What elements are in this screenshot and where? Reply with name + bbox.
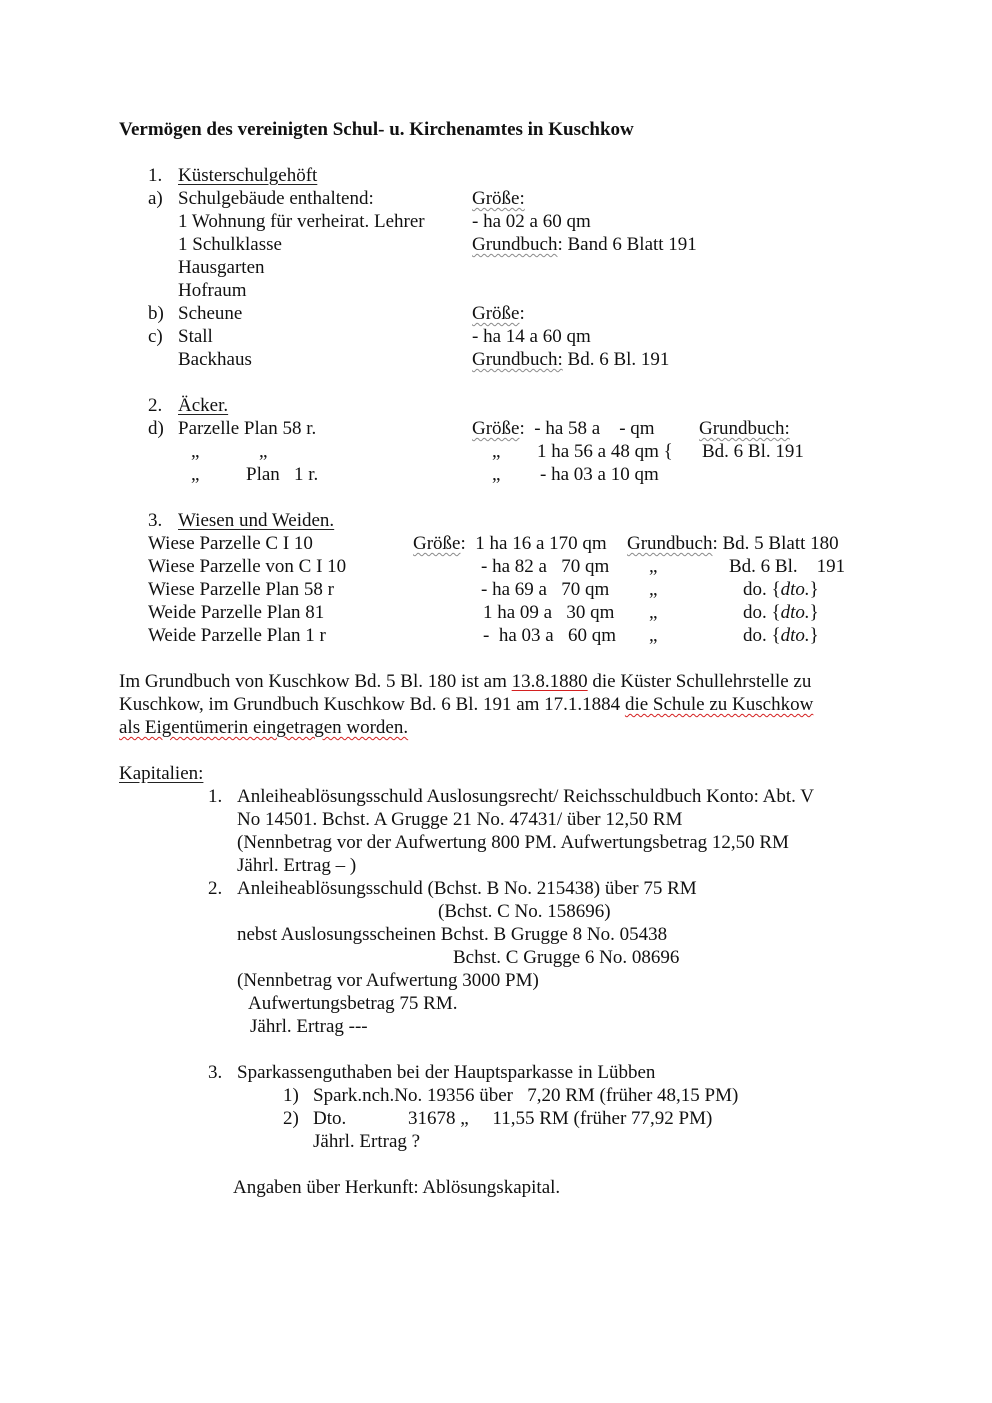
parcel-grundbuch-value: [743, 602, 819, 624]
ditto-mark: „: [492, 464, 501, 485]
groesse-label-1: Größe:: [472, 188, 525, 209]
kapital-item-3-text: Sparkassenguthaben bei der Hauptsparkasse in Lübben: [237, 1062, 656, 1083]
item-d-label: d): [148, 418, 164, 439]
highlighted-text: die Schule zu Kuschkow: [624, 694, 814, 715]
kapital-item-1-line: No 14501. Bchst. A Grugge 21 No. 47431/ über 12,50 RM: [237, 809, 683, 830]
kapital-item-2-line: (Nennbetrag vor Aufwertung 3000 PM): [237, 970, 539, 991]
item-c-extra: Backhaus: [178, 349, 252, 370]
acker-size-3: - ha 03 a 10 qm: [540, 464, 659, 485]
size-value-1: - ha 02 a 60 qm: [472, 211, 591, 232]
paragraph-text: Kuschkow, im Grundbuch Kuschkow Bd. 6 Bl. 191 am 17.1.1884: [119, 694, 625, 715]
kapital-item-1-line: (Nennbetrag vor der Aufwertung 800 PM. Aufwertungsbetrag 12,50 RM: [237, 832, 789, 853]
kapital-item-1-line: Anleiheablösungsschuld Auslosungsrecht/ Reichsschuldbuch Konto: Abt. V: [237, 786, 814, 807]
brace-text: }: [809, 625, 819, 646]
groesse-word: Größe: [413, 533, 461, 554]
section-3-number: 3.: [148, 510, 163, 531]
herkunft-note: Angaben über Herkunft: Ablösungskapital.: [233, 1177, 561, 1198]
grundbuch-entry-1: [472, 234, 697, 256]
ditto-mark: „: [259, 441, 268, 462]
item-a-text: Schulgebäude enthaltend:: [178, 188, 374, 209]
section-2-number: 2.: [148, 395, 163, 416]
grundbuch-entry-2: [472, 349, 669, 371]
paragraph-line-3: als Eigentümerin eingetragen worden.: [119, 717, 409, 738]
item-a-label: a): [148, 188, 163, 209]
section-1-number: 1.: [148, 165, 163, 186]
grundbuch-word: Grundbuch: [627, 533, 713, 554]
kapital-item-2-line: Bchst. C Grugge 6 No. 08696: [453, 947, 680, 968]
ditto-mark: „: [649, 602, 658, 623]
parcel-grundbuch-value: [743, 579, 819, 601]
parcel-name: Wiese Parzelle von C I 10: [148, 556, 347, 577]
ditto-mark: „: [191, 464, 200, 485]
kapital-item-2-line: Anleiheablösungsschuld (Bchst. B No. 215438) über 75 RM: [237, 878, 697, 899]
sub-item-2-text: Dto. 31678 „ 11,55 RM (früher 77,92 PM): [313, 1108, 713, 1129]
grundbuch-label: Grundbuch:: [472, 349, 563, 370]
kapital-item-2-line: (Bchst. C No. 158696): [438, 901, 611, 922]
item-b-label: b): [148, 303, 164, 324]
parcel-grundbuch-value: Bd. 6 Bl. 191: [729, 556, 846, 577]
parcel-size-value: 1 ha 09 a 30 qm: [483, 602, 615, 623]
grundbuch-value: : Band 6 Blatt 191: [557, 234, 697, 255]
brace-text: }: [809, 579, 819, 600]
parcel-name: Weide Parzelle Plan 1 r: [148, 625, 326, 646]
dto-text: dto.: [780, 579, 810, 600]
parcel-grundbuch-value: [743, 625, 819, 647]
parcel-size: [413, 533, 607, 555]
sub-item-2-number: 2): [283, 1108, 299, 1129]
parcel-name: Wiese Parzelle Plan 58 r: [148, 579, 335, 600]
section-2-heading: Äcker.: [178, 395, 229, 416]
parcel-size-value: - ha 03 a 60 qm: [483, 625, 616, 646]
ditto-mark: „: [649, 579, 658, 600]
kapital-item-3-number: 3.: [208, 1062, 223, 1083]
parcel-size-value: : 1 ha 16 a 170 qm: [460, 533, 607, 554]
parcel-size-value: - ha 69 a 70 qm: [481, 579, 610, 600]
ditto-mark: „: [492, 441, 501, 462]
parcel-size-value: - ha 82 a 70 qm: [481, 556, 610, 577]
item-a-line: 1 Schulklasse: [178, 234, 282, 255]
kapital-item-2-line: Jährl. Ertrag ---: [250, 1016, 368, 1037]
grundbuch-label: Grundbuch:: [699, 418, 790, 439]
kapitalien-heading: Kapitalien:: [119, 763, 204, 784]
do-text: do. {: [743, 625, 781, 646]
sub-item-ertrag: Jährl. Ertrag ?: [313, 1131, 421, 1152]
grundbuch-value: Bd. 6 Bl. 191: [702, 441, 804, 462]
item-c-text: Stall: [178, 326, 213, 347]
brace-text: }: [809, 602, 819, 623]
parcel-grundbuch-value: : Bd. 5 Blatt 180: [712, 533, 839, 554]
acker-size-1: [472, 418, 655, 440]
item-a-line: Hausgarten: [178, 257, 265, 278]
groesse-colon: :: [519, 303, 525, 324]
kapital-item-1-number: 1.: [208, 786, 223, 807]
section-1-heading: Küsterschulgehöft: [178, 165, 318, 186]
do-text: do. {: [743, 602, 781, 623]
parcel-grundbuch: [627, 533, 839, 555]
item-b-text: Scheune: [178, 303, 243, 324]
plan-text: Plan 1 r.: [246, 464, 319, 485]
acker-size-value: : - ha 58 a - qm: [519, 418, 655, 439]
section-3-heading: Wiesen und Weiden.: [178, 510, 335, 531]
ditto-mark: „: [191, 441, 200, 462]
paragraph-line-1: [119, 671, 811, 693]
kapital-item-2-line: Aufwertungsbetrag 75 RM.: [248, 993, 458, 1014]
item-d-text: Parzelle Plan 58 r.: [178, 418, 317, 439]
groesse-word: Größe: [472, 418, 520, 439]
paragraph-line-2: [119, 694, 813, 716]
kapital-item-2-number: 2.: [208, 878, 223, 899]
highlighted-date: 13.8.1880: [511, 671, 588, 692]
do-text: do. {: [743, 579, 781, 600]
sub-item-1-text: Spark.nch.No. 19356 über 7,20 RM (früher 48,15 PM): [313, 1085, 739, 1106]
item-a-line: Hofraum: [178, 280, 247, 301]
document-title: Vermögen des vereinigten Schul- u. Kirchenamtes in Kuschkow: [119, 119, 634, 140]
acker-size-2: 1 ha 56 a 48 qm {: [537, 441, 673, 462]
grundbuch-value: Bd. 6 Bl. 191: [562, 349, 670, 370]
kapital-item-1-line: Jährl. Ertrag – ): [237, 855, 357, 876]
item-a-line: 1 Wohnung für verheirat. Lehrer: [178, 211, 425, 232]
grundbuch-label: Grundbuch: [472, 234, 558, 255]
ditto-mark: „: [649, 625, 658, 646]
sub-item-1-number: 1): [283, 1085, 299, 1106]
paragraph-text: die Küster Schullehrstelle zu: [587, 671, 812, 692]
dto-text: dto.: [780, 602, 810, 623]
parcel-name: Weide Parzelle Plan 81: [148, 602, 325, 623]
ditto-mark: „: [649, 556, 658, 577]
size-value-2: - ha 14 a 60 qm: [472, 326, 591, 347]
kapital-item-2-line: nebst Auslosungsscheinen Bchst. B Grugge 8 No. 05438: [237, 924, 668, 945]
dto-text: dto.: [780, 625, 810, 646]
parcel-name: Wiese Parzelle C I 10: [148, 533, 313, 554]
groesse-word: Größe: [472, 303, 520, 324]
paragraph-text: Im Grundbuch von Kuschkow Bd. 5 Bl. 180 ist am: [119, 671, 512, 692]
groesse-label-2: [472, 303, 525, 325]
item-c-label: c): [148, 326, 163, 347]
